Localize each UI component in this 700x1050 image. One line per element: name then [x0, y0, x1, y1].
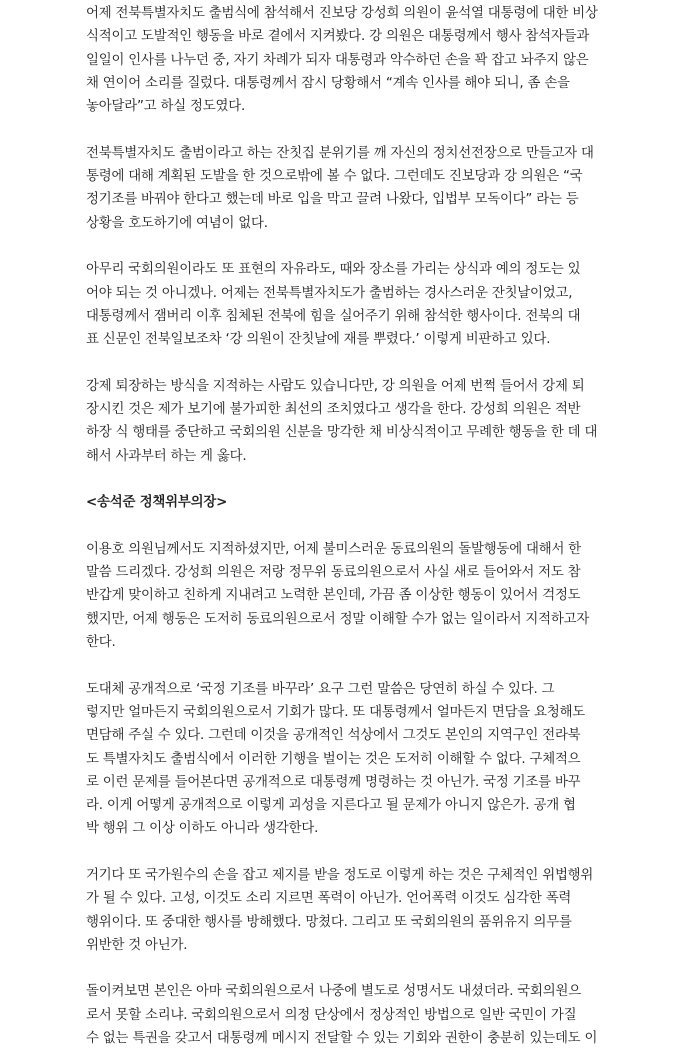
- text-line: 가 될 수 있다. 고성, 이것도 소리 지르면 폭력이 아닌가. 언어폭력 이것도 심각한 폭력: [86, 891, 572, 907]
- text-line: 박 행위 그 이상 이하도 아니라 생각한다.: [86, 821, 319, 837]
- text-line: 말씀 드리겠다. 강성희 의원은 저랑 정무위 동료의원으로서 사실 새로 들어와서 저도 참: [86, 565, 581, 581]
- text-line: 도 특별자치도 출범식에서 이러한 기행을 벌이는 것은 도저히 이해할 수 없다. 구체적으: [86, 751, 581, 767]
- text-line: 전북특별자치도 출범이라고 하는 잔칫집 분위기를 깨 자신의 정치선전장으로 만들고자 대: [86, 145, 594, 161]
- text-line: 행위이다. 또 중대한 행사를 방해했다. 망쳤다. 그리고 또 국회의원의 품위유지 의무를: [86, 914, 572, 930]
- text-line: 로 이런 문제를 들어본다면 공개적으로 대통령께 명령하는 것 아닌가. 국정 기조를 바꾸: [86, 774, 581, 790]
- paragraph-manners: [86, 258, 616, 351]
- paragraph-removal: [86, 375, 616, 468]
- text-line: 놓아달라”고 하실 정도였다.: [86, 99, 245, 115]
- paragraph-provocation: [86, 142, 616, 235]
- paragraph-public-demand: [86, 678, 616, 841]
- text-line: 일일이 인사를 나누던 중, 자기 차례가 되자 대통령과 악수하던 손을 꽉 잡고 놔주지 않은: [86, 52, 589, 68]
- text-line: 면담해 주실 수 있다. 그런데 이것을 공개적인 석상에서 그것도 본인의 지역구인 전라북: [86, 728, 581, 744]
- text-line: 한다.: [86, 635, 116, 651]
- text-line: 어제 전북특별자치도 출범식에 참석해서 진보당 강성희 의원이 윤석열 대통령에 대한 비상: [86, 6, 598, 21]
- text-line: 장시킨 것은 제가 보기에 불가피한 최선의 조치였다고 생각을 한다. 강성희 의원은 적반: [86, 402, 581, 418]
- text-line: 라. 이게 어떻게 공개적으로 이렇게 괴성을 지른다고 될 문제가 아니지 않은가. 공개 협: [86, 798, 576, 814]
- text-line: 채 연이어 소리를 질렀다. 대통령께서 잠시 당황해서 “계속 인사를 해야 되니, 좀 손을: [86, 75, 570, 91]
- text-line: 이용호 의원님께서도 지적하셨지만, 어제 불미스러운 동료의원의 돌발행동에 대해서 한: [86, 541, 581, 557]
- text-line: 강제 퇴장하는 방식을 지적하는 사람도 있습니다만, 강 의원을 어제 번쩍 들어서 강제 퇴: [86, 378, 585, 394]
- text-line: 돌이켜보면 본인은 아마 국회의원으로서 나중에 별도로 성명서도 내셨더라. 국회의원으: [86, 984, 581, 1000]
- text-line: 정기조를 바꿔야 한다고 했는데 바로 입을 막고 끌려 나왔다, 입법부 모독이다” 라는 등: [86, 192, 579, 208]
- text-line: 대통령께서 잼버리 이후 침체된 전북에 힘을 실어주기 위해 참석한 행사이다. 전북의 대: [86, 308, 581, 324]
- paragraph-statement: [86, 980, 616, 1050]
- text-line: 위반한 것 아닌가.: [86, 937, 188, 953]
- paragraph-violation: [86, 864, 616, 957]
- text-line: 렇지만 얼마든지 국회의원으로서 기회가 많다. 또 대통령께서 얼마든지 면담을 요청해도: [86, 704, 586, 720]
- text-line: 하장 식 행태를 중단하고 국회의원 신분을 망각한 채 비상식적이고 무례한 행동을 한 데 대: [86, 425, 598, 441]
- text-line: 아무리 국회의원이라도 또 표현의 자유라도, 때와 장소를 가리는 상식과 예의 정도는 있: [86, 262, 581, 278]
- text-line: 표 신문인 전북일보조차 ‘강 의원이 잔칫날에 재를 뿌렸다.’ 이렇게 비판하고 있다.: [86, 332, 551, 348]
- paragraph-colleague: [86, 538, 616, 654]
- text-line: 도대체 공개적으로 ‘국정 기조를 바꾸라’ 요구 그런 말씀은 당연히 하실 수 있다. 그: [86, 681, 555, 697]
- text-line: 거기다 또 국가원수의 손을 잡고 제지를 받을 정도로 이렇게 하는 것은 구체적인 위법행위: [86, 867, 594, 883]
- text-line: 상황을 호도하기에 여념이 없다.: [86, 215, 268, 231]
- text-line: 통령에 대해 계획된 도발을 한 것으로밖에 볼 수 없다. 그런데도 진보당과 강 의원은 “국: [86, 169, 583, 185]
- text-line: 수 없는 특권을 갖고서 대통령께 메시지 전달할 수 있는 기회와 권한이 충분히 있는데도 이: [86, 1031, 598, 1047]
- text-line: 했지만, 어제 행동은 도저히 동료의원으로서 정말 이해할 수가 없는 일이라서 지적하고자: [86, 611, 590, 627]
- text-line: 해서 사과부터 하는 게 옳다.: [86, 448, 247, 464]
- text-line: 반갑게 맞이하고 친하게 지내려고 노력한 본인데, 가끔 좀 이상한 행동이 있어서 걱정도: [86, 588, 581, 604]
- text-line: 어야 되는 것 아니겠나. 어제는 전북특별자치도가 출범하는 경사스러운 잔칫날이었고,: [86, 285, 573, 301]
- text-line: 식적이고 도발적인 행동을 바로 곁에서 지켜봤다. 강 의원은 대통령께서 행사 참석자들과: [86, 29, 590, 45]
- paragraph-attendance: [86, 2, 616, 118]
- speaker-heading: <송석준 정책위부의장>: [86, 495, 228, 511]
- text-line: 로서 못할 소리냐. 국회의원으로서 의정 단상에서 정상적인 방법으로 일반 국민이 가질: [86, 1007, 577, 1023]
